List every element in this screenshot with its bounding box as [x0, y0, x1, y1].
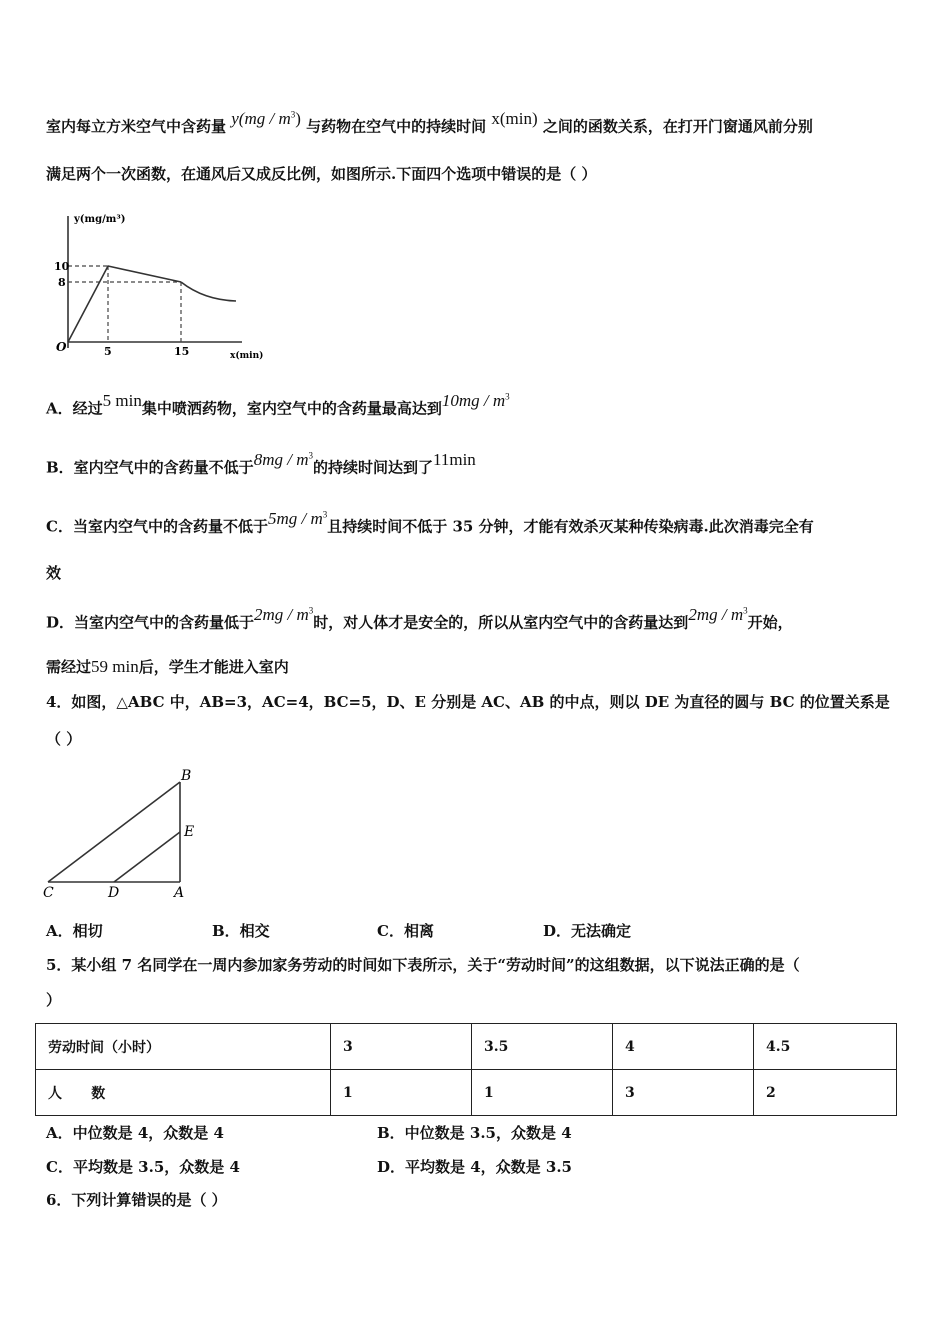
q4-triangle-figure — [40, 766, 210, 902]
q5-data-table — [35, 1023, 897, 1116]
q3-y-tick-8: 8 — [58, 276, 66, 289]
q4-option-d: D．无法确定 — [543, 922, 632, 940]
q5-option-d: D．平均数是 4，众数是 3.5 — [377, 1158, 572, 1176]
table-cell: 人 数 — [36, 1070, 331, 1116]
q3-y-axis-label: y(mg/m³) — [74, 214, 126, 225]
q5-stem-line2: ） — [46, 991, 62, 1009]
q3-graph — [46, 208, 268, 366]
q3-curve — [68, 266, 181, 342]
q4-option-c: C．相离 — [377, 922, 434, 940]
q3-option-d: D．当室内空气中的含药量低于$2mg / m^3$时，对人体才是安全的，所以从室内空气中的含药量达到$2mg / m^3$开始， — [46, 604, 793, 632]
table-cell: 3 — [331, 1024, 472, 1070]
table-cell: 劳动时间（小时） — [36, 1024, 331, 1070]
q6-stem: 6．下列计算错误的是（ ） — [46, 1191, 227, 1209]
q3-y-expression: $y(mg / m^3)$ — [231, 108, 301, 128]
q3-x-axis-label: x(min) — [230, 351, 264, 361]
table-cell: 1 — [331, 1070, 472, 1116]
q4-label-c: C — [43, 885, 54, 901]
q3-stem-line2: 满足两个一次函数，在通风后又成反比例，如图所示.下面四个选项中错误的是（ ） — [46, 165, 597, 183]
table-cell: 3.5 — [472, 1024, 613, 1070]
q5-option-a: A．中位数是 4，众数是 4 — [46, 1124, 224, 1142]
q3-y-tick-10: 10 — [54, 260, 70, 273]
q4-label-a: A — [174, 885, 185, 901]
q3-origin: O — [56, 340, 67, 354]
table-cell: 1 — [472, 1070, 613, 1116]
q4-option-b: B．相交 — [212, 922, 270, 940]
q3-option-b: B．室内空气中的含药量不低于$8mg / m^3$的持续时间达到了11min — [46, 449, 476, 477]
table-cell: 3 — [613, 1070, 754, 1116]
q5-stem-line1: 5．某小组 7 名同学在一周内参加家务劳动的时间如下表所示，关于“劳动时间”的这组数据，以下说法正确的是（ — [46, 956, 800, 974]
q3-x-expression: x(min) — [491, 108, 538, 128]
table-row — [36, 1024, 897, 1070]
q3-option-c-cont: 效 — [46, 564, 62, 582]
q4-stem-line1: 4．如图，△ABC 中，AB=3，AC=4，BC=5，D、E 分别是 AC、AB 的中点，则以 DE 为直径的圆与 BC 的位置关系是 — [46, 693, 890, 711]
q4-label-e: E — [184, 824, 195, 840]
q4-label-d: D — [108, 885, 120, 901]
q3-option-c: C．当室内空气中的含药量不低于$5mg / m^3$且持续时间不低于 35 分钟，才能有效杀灭某种传染病毒.此次消毒完全有 — [46, 508, 814, 536]
q4-stem-line2: （ ） — [46, 730, 82, 748]
q4-option-a: A．相切 — [46, 922, 103, 940]
q4-label-b: B — [181, 768, 192, 784]
q3-option-a: A．经过5 min集中喷洒药物，室内空气中的含药量最高达到$10mg / m^3$ — [46, 390, 510, 418]
table-cell: 4 — [613, 1024, 754, 1070]
q3-option-d-cont: 需经过59 min后，学生才能进入室内 — [46, 657, 289, 676]
q3-x-tick-5: 5 — [104, 345, 112, 358]
q5-option-c: C．平均数是 3.5，众数是 4 — [46, 1158, 240, 1176]
table-cell: 4.5 — [754, 1024, 897, 1070]
q3-stem-line1: 室内每立方米空气中含药量 $y(mg / m^3)$ 与药物在空气中的持续时间 x(min) 之间的函数关系，在打开门窗通风前分别 — [46, 108, 813, 136]
q3-x-tick-15: 15 — [174, 345, 190, 358]
q3-stem-text: 室内每立方米空气中含药量 — [46, 117, 227, 136]
table-cell: 2 — [754, 1070, 897, 1116]
table-row — [36, 1070, 897, 1116]
q5-option-b: B．中位数是 3.5，众数是 4 — [377, 1124, 572, 1142]
